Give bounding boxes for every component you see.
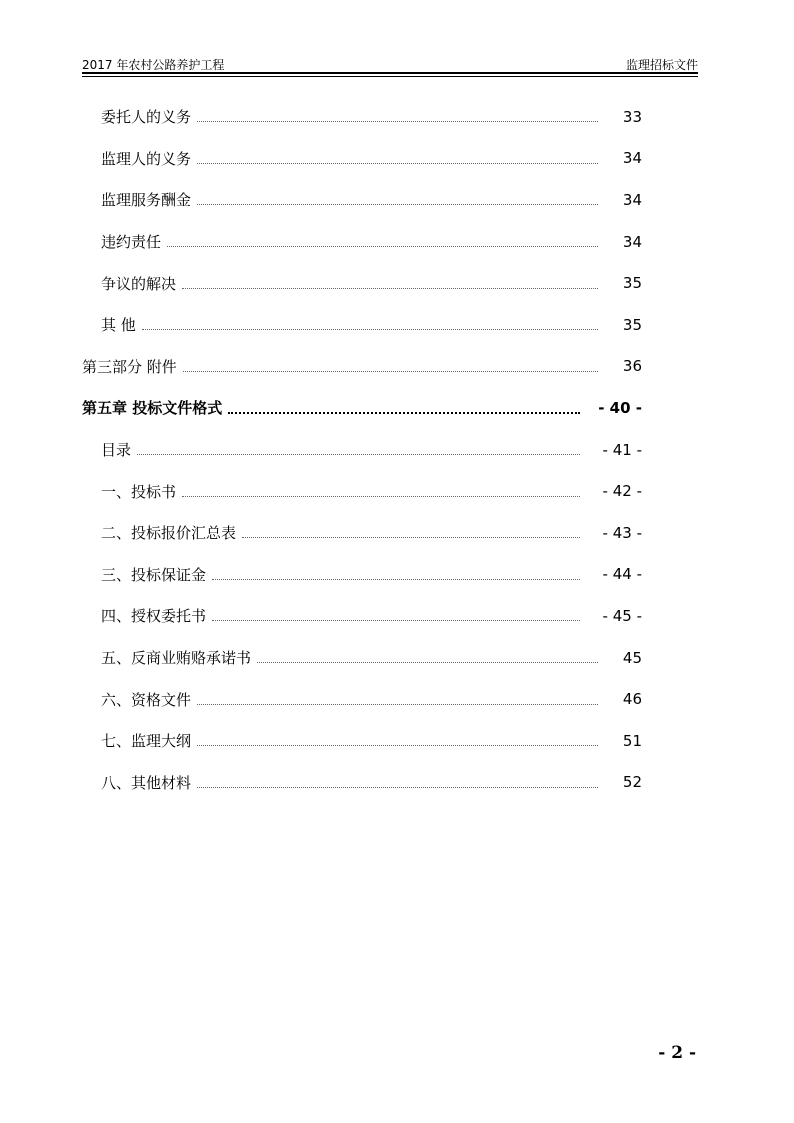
toc-entry-page: 46 — [622, 690, 642, 709]
toc-entry-page: 52 — [622, 773, 642, 792]
toc-leader-dots — [197, 121, 598, 122]
toc-entry[interactable] — [82, 720, 642, 762]
toc-entry-label: 三、投标保证金 — [101, 565, 207, 584]
table-of-contents — [82, 96, 642, 803]
toc-leader-dots — [212, 620, 580, 621]
footer-page-number: - 2 - — [658, 1043, 696, 1063]
toc-entry[interactable] — [82, 762, 642, 804]
toc-entry-label: 第三部分 附件 — [82, 357, 177, 376]
toc-entry[interactable] — [82, 554, 642, 596]
toc-entry[interactable] — [82, 387, 642, 429]
header-rule-thin — [82, 76, 698, 77]
toc-leader-dots — [212, 579, 580, 580]
toc-entry[interactable] — [82, 429, 642, 471]
toc-entry-label: 监理人的义务 — [101, 149, 192, 168]
toc-entry-page: 34 — [622, 190, 642, 209]
toc-leader-dots — [197, 787, 598, 788]
toc-entry-page: - 41 - — [602, 440, 642, 459]
toc-entry-label: 第五章 投标文件格式 — [82, 399, 223, 418]
toc-leader-dots — [228, 412, 580, 414]
toc-entry-page: 35 — [622, 274, 642, 293]
toc-entry-page: 34 — [622, 149, 642, 168]
toc-leader-dots — [242, 537, 580, 538]
toc-leader-dots — [167, 246, 598, 247]
toc-entry-page: 36 — [622, 357, 642, 376]
toc-entry-page: - 42 - — [602, 482, 642, 501]
toc-entry[interactable] — [82, 138, 642, 180]
toc-entry[interactable] — [82, 470, 642, 512]
toc-leader-dots — [142, 329, 598, 330]
toc-leader-dots — [197, 204, 598, 205]
toc-entry[interactable] — [82, 96, 642, 138]
toc-entry[interactable] — [82, 221, 642, 263]
toc-entry[interactable] — [82, 637, 642, 679]
toc-entry-label: 目录 — [101, 441, 132, 460]
page-header — [82, 54, 698, 74]
toc-leader-dots — [197, 704, 598, 705]
toc-entry-page: 34 — [622, 232, 642, 251]
toc-leader-dots — [257, 662, 598, 663]
toc-leader-dots — [197, 163, 598, 164]
toc-leader-dots — [183, 371, 598, 372]
toc-entry-label: 委托人的义务 — [101, 108, 192, 127]
toc-entry-page: 51 — [622, 731, 642, 750]
toc-leader-dots — [182, 496, 580, 497]
header-rule-thick — [82, 72, 698, 74]
toc-entry-page: - 45 - — [602, 606, 642, 625]
toc-entry[interactable] — [82, 262, 642, 304]
toc-leader-dots — [197, 745, 598, 746]
toc-entry-page: - 44 - — [602, 565, 642, 584]
toc-entry[interactable] — [82, 179, 642, 221]
toc-entry-label: 违约责任 — [101, 233, 162, 252]
toc-entry-label: 六、资格文件 — [101, 690, 192, 709]
header-project-title: 2017 年农村公路养护工程 — [82, 58, 225, 72]
toc-entry[interactable] — [82, 512, 642, 554]
toc-entry-label: 监理服务酬金 — [101, 191, 192, 210]
toc-entry-page: 45 — [622, 648, 642, 667]
toc-entry-page: 33 — [622, 107, 642, 126]
toc-entry-label: 四、授权委托书 — [101, 607, 207, 626]
toc-entry[interactable] — [82, 678, 642, 720]
toc-entry-label: 争议的解决 — [101, 274, 177, 293]
toc-entry[interactable] — [82, 346, 642, 388]
toc-entry-page: 35 — [622, 315, 642, 334]
toc-entry-label: 五、反商业贿赂承诺书 — [101, 649, 252, 668]
toc-entry-label: 八、其他材料 — [101, 773, 192, 792]
toc-entry[interactable] — [82, 595, 642, 637]
toc-entry-label: 一、投标书 — [101, 482, 177, 501]
toc-leader-dots — [137, 454, 580, 455]
toc-entry-label: 七、监理大纲 — [101, 732, 192, 751]
header-document-title: 监理招标文件 — [625, 58, 698, 72]
toc-leader-dots — [182, 288, 598, 289]
toc-entry[interactable] — [82, 304, 642, 346]
toc-entry-page: - 43 - — [602, 523, 642, 542]
toc-entry-page: - 40 - — [598, 398, 642, 417]
toc-entry-label: 二、投标报价汇总表 — [101, 524, 237, 543]
toc-entry-label: 其 他 — [101, 316, 136, 335]
